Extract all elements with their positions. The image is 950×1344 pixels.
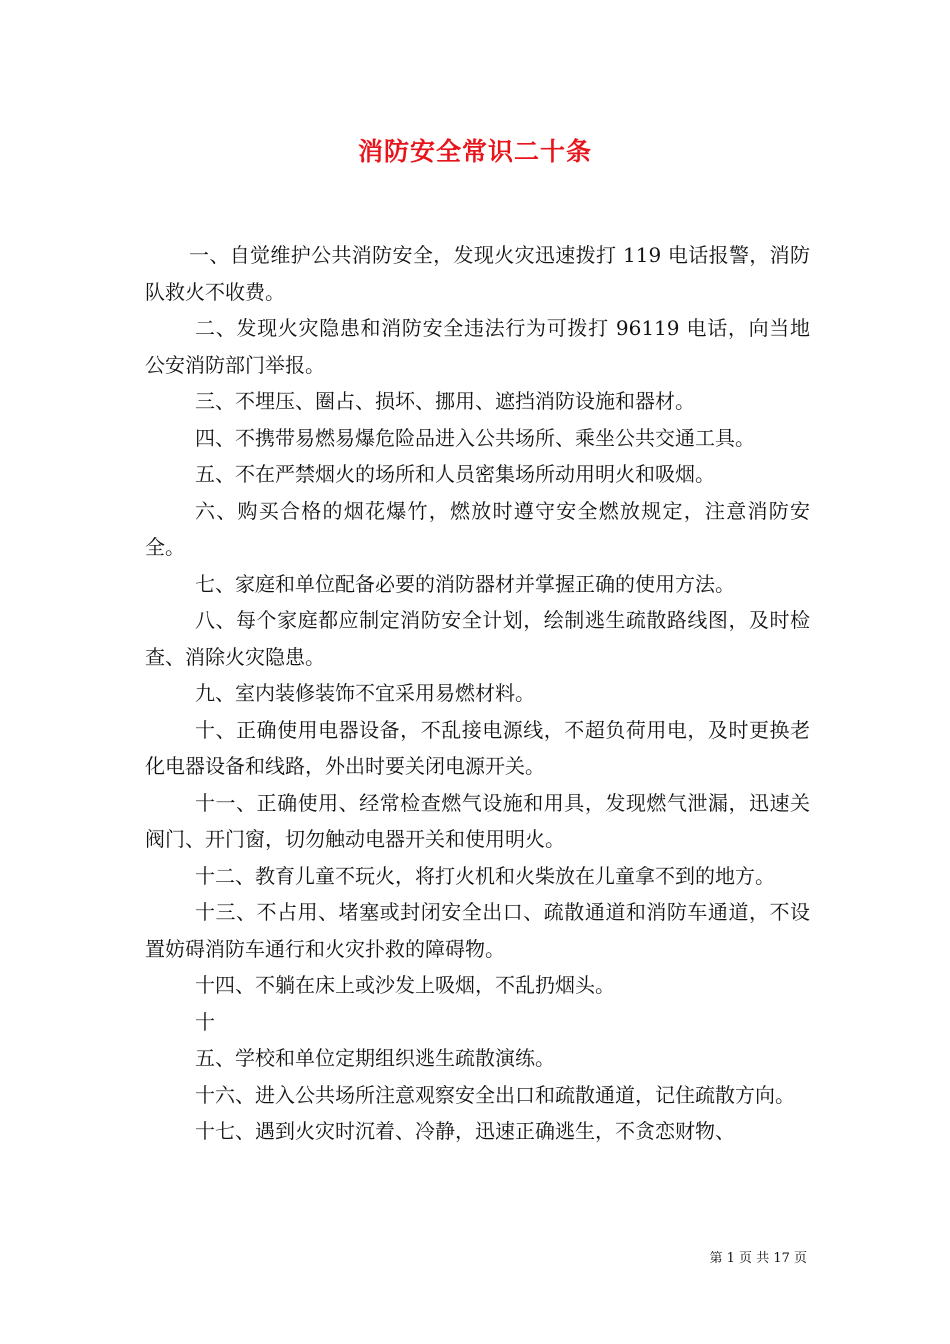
page-number-footer: 第 1 页 共 17 页: [709, 1251, 807, 1266]
paragraph-8: 八、每个家庭都应制定消防安全计划，绘制逃生疏散路线图，及时检查、消除火灾隐患。: [145, 608, 810, 669]
paragraph-14: 十四、不躺在床上或沙发上吸烟，不乱扔烟头。: [195, 973, 615, 997]
paragraph-9: 九、室内装修装饰不宜采用易燃材料。: [195, 681, 535, 705]
paragraph-13: 十三、不占用、堵塞或封闭安全出口、疏散通道和消防车通道，不设置妨碍消防车通行和火灾扑救的障碍物。: [145, 900, 810, 961]
paragraph-17: 十七、遇到火灾时沉着、冷静，迅速正确逃生，不贪恋财物、: [195, 1119, 735, 1143]
paragraph-3: 三、不埋压、圈占、损坏、挪用、遮挡消防设施和器材。: [195, 389, 695, 413]
paragraph-10: 十、正确使用电器设备，不乱接电源线，不超负荷用电，及时更换老化电器设备和线路，外出时要关闭电源开关。: [145, 717, 810, 778]
paragraph-11: 十一、正确使用、经常检查燃气设施和用具，发现燃气泄漏，迅速关阀门、开门窗，切勿触动电器开关和使用明火。: [145, 790, 810, 851]
document-title: 消防安全常识二十条: [357, 137, 592, 166]
paragraph-16: 十六、进入公共场所注意观察安全出口和疏散通道，记住疏散方向。: [195, 1082, 795, 1107]
paragraph-5: 五、不在严禁烟火的场所和人员密集场所动用明火和吸烟。: [195, 462, 715, 486]
document-body: [145, 237, 810, 1150]
paragraph-1: 一、自觉维护公共消防安全，发现火灾迅速拨打 119 电话报警，消防队救火不收费。: [145, 243, 810, 304]
paragraph-15b: 五、学校和单位定期组织逃生疏散演练。: [195, 1046, 555, 1070]
paragraph-2: 二、发现火灾隐患和消防安全违法行为可拨打 96119 电话，向当地公安消防部门举报。: [145, 316, 810, 377]
paragraph-7: 七、家庭和单位配备必要的消防器材并掌握正确的使用方法。: [195, 571, 735, 596]
paragraph-6: 六、购买合格的烟花爆竹，燃放时遵守安全燃放规定，注意消防安全。: [145, 498, 810, 559]
paragraph-4: 四、不携带易燃易爆危险品进入公共场所、乘坐公共交通工具。: [195, 425, 755, 450]
paragraph-12: 十二、教育儿童不玩火，将打火机和火柴放在儿童拿不到的地方。: [195, 863, 775, 888]
paragraph-15a: 十: [195, 1009, 215, 1034]
